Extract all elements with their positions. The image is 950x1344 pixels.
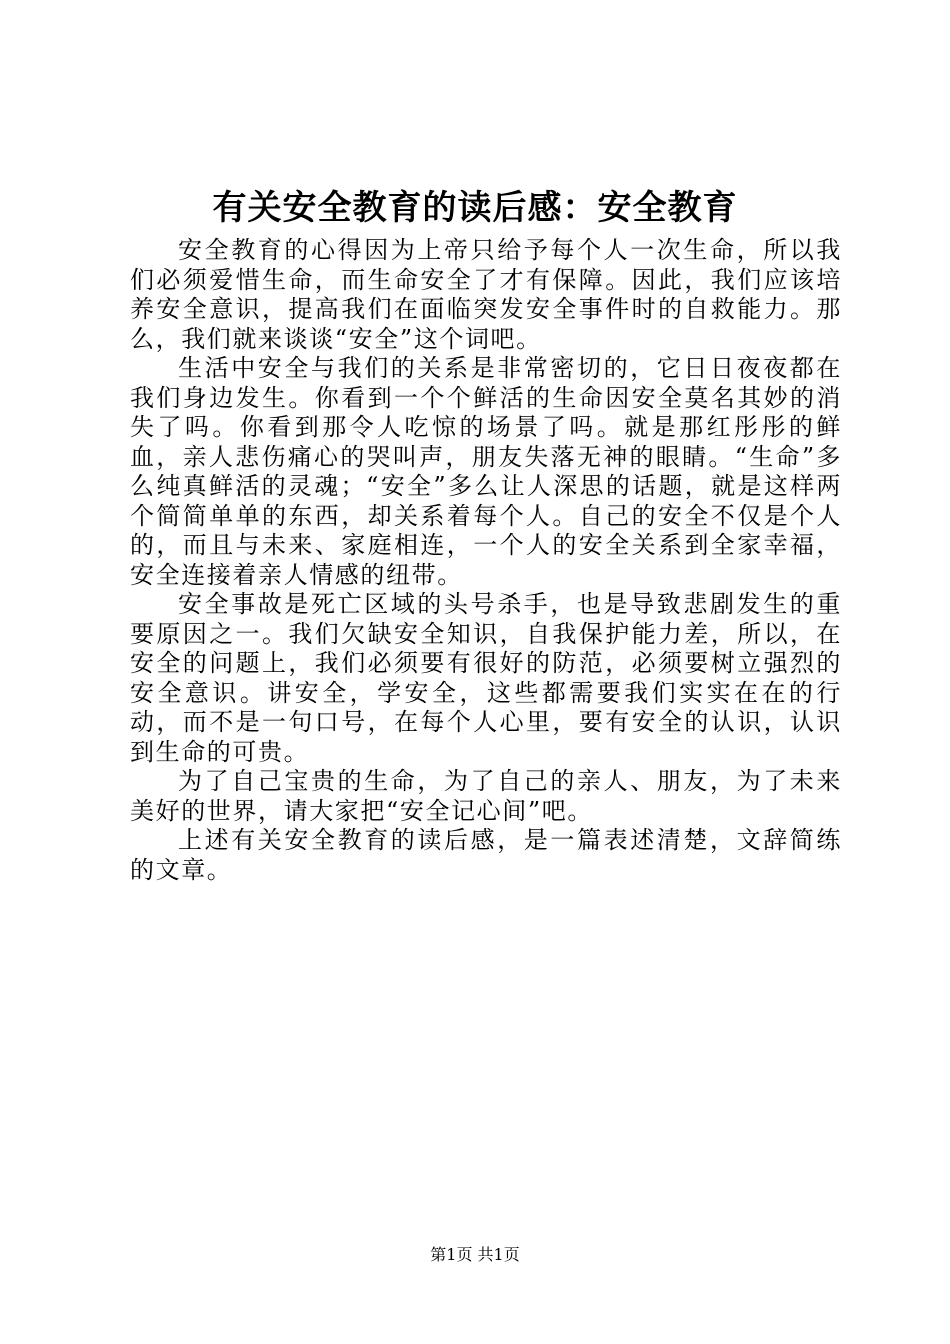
paragraph: 为了自己宝贵的生命，为了自己的亲人、朋友，为了未来美好的世界，请大家把“安全记心间”吧。 xyxy=(130,767,842,825)
paragraph: 上述有关安全教育的读后感，是一篇表述清楚，文辞简练的文章。 xyxy=(130,826,842,884)
document-body xyxy=(130,236,842,885)
document-title: 有关安全教育的读后感：安全教育 xyxy=(212,188,738,228)
page-footer: 第1页 共1页 xyxy=(430,1245,520,1264)
paragraph: 生活中安全与我们的关系是非常密切的，它日日夜夜都在我们身边发生。你看到一个个鲜活的生命因安全莫名其妙的消失了吗。你看到那令人吃惊的场景了吗。就是那红彤彤的鲜血，亲人悲伤痛心的哭叫声，朋友失落无神的眼睛。“生命”多么纯真鲜活的灵魂；“安全”多么让人深思的话题，就是这样两个简简单单的东西，却关系着每个人。自己的安全不仅是个人的，而且与未来、家庭相连，一个人的安全关系到全家幸福，安全连接着亲人情感的纽带。 xyxy=(130,354,842,589)
paragraph: 安全教育的心得因为上帝只给予每个人一次生命，所以我们必须爱惜生命，而生命安全了才有保障。因此，我们应该培养安全意识，提高我们在面临突发安全事件时的自救能力。那么，我们就来谈谈“安全”这个词吧。 xyxy=(130,236,842,353)
paragraph: 安全事故是死亡区域的头号杀手，也是导致悲剧发生的重要原因之一。我们欠缺安全知识，自我保护能力差，所以，在安全的问题上，我们必须要有很好的防范，必须要树立强烈的安全意识。讲安全，学安全，这些都需要我们实实在在的行动，而不是一句口号，在每个人心里，要有安全的认识，认识到生命的可贵。 xyxy=(130,590,842,766)
